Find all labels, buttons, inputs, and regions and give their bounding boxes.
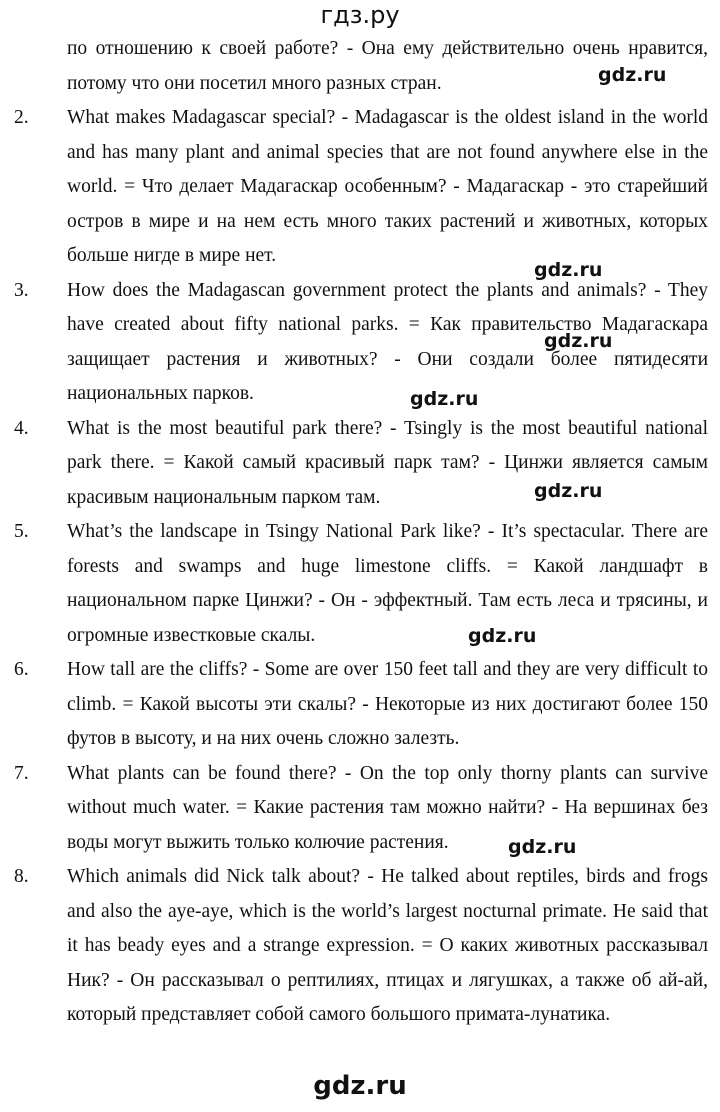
watermark: gdz.ru <box>508 836 577 858</box>
list-item <box>14 412 708 516</box>
list-item <box>14 757 708 861</box>
item-text: What’s the landscape in Tsingy National Park like? - It’s spectacular. There are forests and swamps and huge limestone cliffs. = Какой ландшафт в национальном парке Цинжи? - Он - эффектный. Там есть леса и трясины, и огромные известковые скалы. <box>67 521 708 646</box>
item-text: How tall are the cliffs? - Some are over 150 feet tall and they are very difficult to climb. = Какой высоты эти скалы? - Некоторые из них достигают более 150 футов в высоту, и на них очень сложно залезть. <box>67 659 708 749</box>
list-item <box>14 653 708 757</box>
watermark: gdz.ru <box>468 625 537 647</box>
item-number: 6. <box>14 659 29 680</box>
item-text: Which animals did Nick talk about? - He talked about reptiles, birds and frogs and also the aye-aye, which is the world’s largest nocturnal primate. He said that it has beady eyes and a strange expression. = О каких животных рассказывал Ник? - Он рассказывал о рептилиях, птицах и лягушках, а также об ай-ай, который представляет собой самого большого примата-лунатика. <box>67 866 708 1025</box>
item-number: 4. <box>14 417 29 439</box>
item-text: What is the most beautiful park there? - Tsingly is the most beautiful national park there. = Какой самый красивый парк там? - Цинжи является самым красивым национальным парком там. <box>67 417 708 508</box>
watermark: gdz.ru <box>544 330 613 352</box>
intro-paragraph: по отношению к своей работе? - Она ему действительно очень нравится, потому что они посетил много разных стран. <box>67 38 708 94</box>
item-number: 2. <box>14 107 29 128</box>
watermark: gdz.ru <box>534 480 603 502</box>
list-item <box>14 515 708 653</box>
list-item <box>14 860 708 1033</box>
site-header: гдз.ру <box>320 1 400 29</box>
item-number: 5. <box>14 521 29 542</box>
item-number: 3. <box>14 279 29 301</box>
site-footer: gdz.ru <box>313 1071 407 1101</box>
item-text: How does the Madagascan government protect the plants and animals? - They have created about fifty national parks. = Как правительство Мадагаскара защищает растения и животных? - Они создали более пятидесяти национальных парков. <box>67 279 708 404</box>
list-item <box>14 101 708 274</box>
item-text: What makes Madagascar special? - Madagascar is the oldest island in the world and has many plant and animal species that are not found anywhere else in the world. = Что делает Мадагаскар особенным? - Мадагаскар - это старейший остров в мире и на нем есть много таких растений и животных, которых больше нигде в мире нет. <box>67 107 708 266</box>
watermark: gdz.ru <box>534 259 603 281</box>
item-number: 7. <box>14 762 29 784</box>
item-text: What plants can be found there? - On the top only thorny plants can survive without much water. = Какие растения там можно найти? - На вершинах без воды могут выжить только колючие растения. <box>67 762 708 853</box>
watermark: gdz.ru <box>598 64 667 86</box>
item-number: 8. <box>14 866 29 887</box>
document-body <box>14 32 708 1033</box>
watermark: gdz.ru <box>410 388 479 410</box>
